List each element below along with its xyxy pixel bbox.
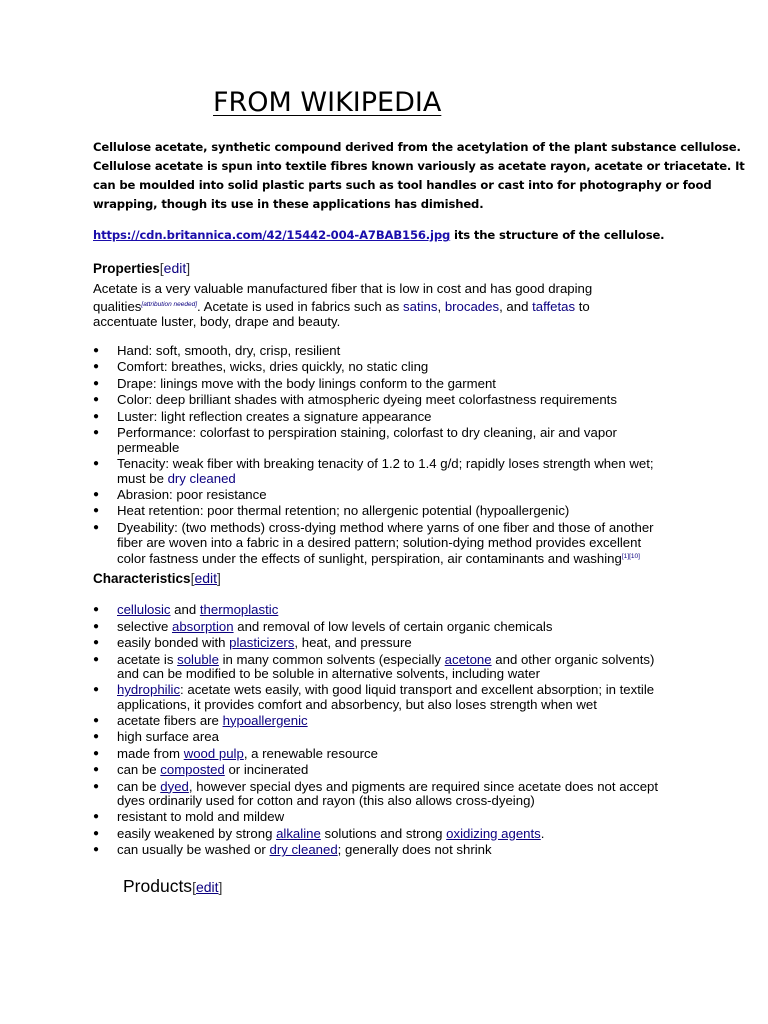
list-item — [93, 393, 693, 409]
bullet-icon: ● — [93, 505, 100, 517]
bullet-icon: ● — [93, 426, 100, 438]
bullet-icon: ● — [93, 714, 100, 726]
bullet-icon: ● — [93, 747, 100, 759]
list-item — [93, 810, 693, 827]
bullet-icon: ● — [93, 361, 100, 373]
para-text: . Acetate is used in fabrics such as — [197, 298, 404, 314]
list-item — [93, 377, 693, 393]
item-text-part: : acetate wets easily, with good liquid transport and excellent absorption; in textile — [180, 682, 655, 697]
list-item — [93, 730, 693, 747]
item-text — [117, 472, 693, 487]
item-text-part: selective — [117, 618, 172, 634]
bullet-icon: ● — [93, 620, 100, 632]
item-text-part: color fastness under the effects of sunlight, perspiration, air contaminants and washing — [117, 551, 622, 567]
list-item — [93, 653, 693, 684]
products-edit-link[interactable]: [edit] — [192, 879, 223, 895]
para-text: qualities — [93, 298, 142, 314]
dry-cleaned-link[interactable]: dry cleaned — [167, 470, 236, 486]
list-item — [93, 620, 693, 637]
edit-label[interactable]: edit — [163, 260, 187, 276]
bullet-icon: ● — [93, 345, 100, 356]
alkaline-link[interactable]: alkaline — [276, 825, 321, 841]
item-text-part: , however special dyes and pigments are required since acetate does not accept — [188, 778, 659, 794]
item-text-part: must be — [117, 470, 168, 486]
list-item — [93, 780, 693, 811]
characteristics-heading-text: Characteristics — [93, 571, 191, 586]
item-text-part: and other organic solvents) — [491, 651, 655, 667]
characteristics-list — [93, 603, 693, 860]
products-heading-text: Products — [123, 876, 193, 896]
properties-edit-link[interactable]: [edit] — [159, 260, 191, 276]
list-item — [93, 714, 693, 731]
list-item — [93, 344, 693, 360]
item-text: Drape: linings move with the body linings conform to the garment — [117, 375, 496, 391]
item-text-part: can be — [117, 762, 161, 777]
item-text: permeable — [117, 439, 180, 455]
list-item — [93, 504, 693, 521]
properties-heading — [93, 259, 190, 278]
item-text-part: made from — [117, 745, 184, 761]
item-text: and can be modified to be soluble in alternative solvents, including water — [117, 666, 540, 682]
hypoallergenic-link[interactable]: hypoallergenic — [222, 712, 308, 728]
composted-link[interactable]: composted — [160, 762, 225, 777]
item-text-part: , heat, and pressure — [294, 635, 412, 650]
list-item — [93, 360, 693, 376]
properties-heading-text: Properties — [93, 261, 160, 276]
wood-pulp-link[interactable]: wood pulp — [183, 745, 244, 761]
intro-paragraph — [93, 138, 745, 214]
item-text-part: ; generally does not shrink — [337, 842, 492, 857]
bullet-icon: ● — [93, 488, 100, 500]
image-reference-text: its the structure of the cellulose. — [450, 228, 665, 242]
acetone-link[interactable]: acetone — [444, 651, 492, 667]
item-text — [117, 550, 693, 567]
intro-line: Cellulose acetate is spun into textile fibres known variously as acetate rayon, acetate or triacetate. It — [93, 159, 745, 173]
properties-paragraph — [93, 281, 693, 330]
absorption-link[interactable]: absorption — [171, 618, 234, 634]
list-item — [93, 426, 693, 457]
bullet-icon: ● — [93, 521, 100, 533]
satins-link[interactable]: satins — [403, 298, 438, 314]
list-item — [93, 488, 693, 504]
characteristics-heading — [93, 569, 221, 588]
bullet-icon: ● — [93, 653, 100, 665]
taffetas-link[interactable]: taffetas — [532, 298, 576, 314]
item-text-part: and removal of low levels of certain organic chemicals — [233, 618, 553, 634]
para-line: Acetate is a very valuable manufactured fiber that is low in cost and has good draping — [93, 281, 593, 296]
para-line — [93, 297, 693, 315]
list-item — [93, 843, 693, 860]
cellulosic-link[interactable]: cellulosic — [117, 602, 171, 617]
products-heading — [123, 875, 222, 898]
item-text: Tenacity: weak fiber with breaking tenacity of 1.2 to 1.4 g/d; rapidly loses strength when wet; — [117, 456, 654, 472]
bullet-icon: ● — [93, 458, 100, 470]
bullet-icon: ● — [93, 394, 100, 406]
edit-label[interactable]: edit — [194, 570, 218, 586]
britannica-image-link[interactable]: https://cdn.britannica.com/42/15442-004-A7BAB156.jpg — [93, 228, 451, 242]
para-line: accentuate luster, body, drape and beauty. — [93, 314, 341, 329]
thermoplastic-link[interactable]: thermoplastic — [199, 602, 279, 617]
bullet-icon: ● — [93, 684, 100, 695]
bullet-icon: ● — [93, 811, 100, 822]
attribution-needed-note[interactable]: [attribution needed] — [141, 300, 198, 308]
bullet-icon: ● — [93, 377, 100, 389]
edit-label[interactable]: edit — [195, 879, 219, 895]
list-item — [93, 457, 693, 488]
item-text-part: solutions and strong — [320, 825, 447, 841]
item-text: Heat retention: poor thermal retention; no allergenic potential (hypoallergenic) — [117, 503, 570, 519]
dry-cleaned-link[interactable]: dry cleaned — [269, 842, 338, 857]
para-text: , and — [499, 298, 533, 314]
dyed-link[interactable]: dyed — [160, 778, 189, 794]
plasticizers-link[interactable]: plasticizers — [229, 635, 295, 650]
bullet-icon: ● — [93, 731, 100, 742]
page-title: FROM WIKIPEDIA — [213, 87, 442, 118]
list-item — [93, 763, 693, 780]
bullet-icon: ● — [93, 637, 100, 648]
bullet-icon: ● — [93, 780, 100, 792]
list-item — [93, 636, 693, 653]
item-text-part: can usually be washed or — [117, 842, 270, 857]
bullet-icon: ● — [93, 410, 100, 422]
item-text-part: and — [170, 602, 200, 617]
bullet-icon: ● — [93, 764, 100, 775]
item-text: high surface area — [117, 729, 219, 744]
list-item — [93, 521, 693, 567]
characteristics-edit-link[interactable]: [edit] — [190, 570, 221, 586]
bullet-icon: ● — [93, 844, 100, 855]
item-text-part: acetate is — [117, 651, 178, 667]
oxidizing-agents-link[interactable]: oxidizing agents — [446, 825, 541, 841]
item-text: Abrasion: poor resistance — [117, 486, 267, 502]
item-text: Color: deep brilliant shades with atmospheric dyeing meet colorfastness requirements — [117, 392, 617, 408]
item-text-part: easily weakened by strong — [117, 825, 277, 841]
intro-line: can be moulded into solid plastic parts such as tool handles or cast into for photography or food — [93, 178, 712, 192]
list-item — [93, 827, 693, 844]
item-text-part: , a renewable resource — [243, 745, 378, 761]
item-text-part: or incinerated — [224, 762, 309, 777]
para-text: to — [575, 298, 590, 314]
item-text: Luster: light reflection creates a signature appearance — [117, 408, 432, 424]
item-text-part: . — [540, 825, 545, 841]
soluble-link[interactable]: soluble — [177, 651, 219, 667]
item-text: Performance: colorfast to perspiration staining, colorfast to dry cleaning, air and vapor — [117, 424, 617, 440]
list-item — [93, 603, 693, 620]
item-text-part: in many common solvents (especially — [218, 651, 445, 667]
item-text: dyes ordinarily used for cotton and rayon (this also allows cross-dyeing) — [117, 793, 535, 809]
item-text: Comfort: breathes, wicks, dries quickly, no static cling — [117, 359, 429, 375]
item-text-part: acetate fibers are — [117, 712, 223, 728]
bullet-icon: ● — [93, 827, 100, 839]
image-reference-line — [93, 226, 664, 245]
item-text: fiber are woven into a fabric in a desired pattern; solution-dying method provides excellent — [117, 534, 642, 550]
intro-line: Cellulose acetate, synthetic compound derived from the acetylation of the plant substance cellulose. — [93, 140, 741, 154]
item-text: Hand: soft, smooth, dry, crisp, resilient — [117, 343, 341, 358]
item-text-part: can be — [117, 778, 161, 794]
item-text: Dyeability: (two methods) cross-dying method where yarns of one fiber and those of another — [117, 519, 654, 535]
hydrophilic-link[interactable]: hydrophilic — [117, 682, 181, 697]
list-item — [93, 747, 693, 764]
list-item — [93, 410, 693, 426]
properties-list — [93, 344, 693, 567]
citation-note[interactable]: [1][10] — [621, 553, 640, 561]
para-text: , — [437, 298, 445, 314]
list-item — [93, 683, 693, 714]
item-text: resistant to mold and mildew — [117, 809, 285, 824]
intro-line: wrapping, though its use in these applications has dimished. — [93, 197, 484, 211]
item-text-part: easily bonded with — [117, 635, 230, 650]
bullet-icon: ● — [93, 604, 100, 615]
item-text: applications, it provides comfort and absorbency, but also loses strength when wet — [117, 696, 597, 712]
brocades-link[interactable]: brocades — [444, 298, 500, 314]
